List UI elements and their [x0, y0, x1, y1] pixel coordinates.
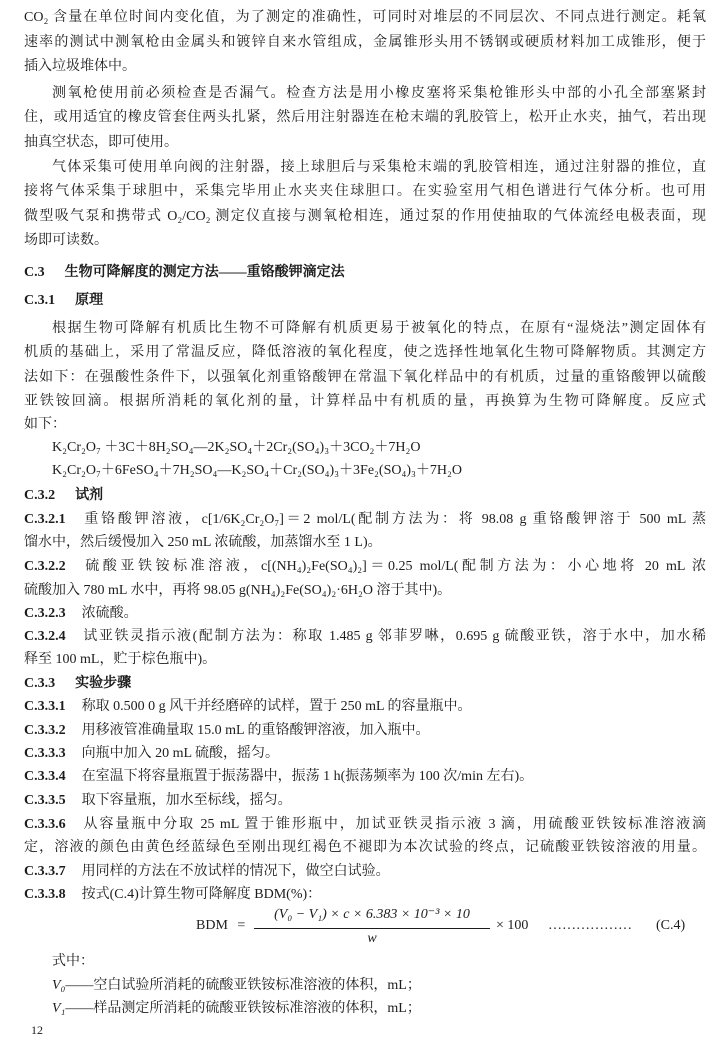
- clause-number: C.3.3.7: [24, 864, 66, 879]
- subsection-number: C.3.3: [24, 676, 56, 691]
- paragraph-line: 微型吸气泵和携带式 O₂/CO₂ 测定仪直接与测氧枪相连，通过泵的作用使抽取的气体流经电极表面，现: [24, 209, 706, 224]
- formula-denominator: w: [367, 931, 377, 946]
- paragraph-line: 机质的基础上，采用了常温反应，降低溶液的氧化程度，使之选择性地氧化生物可降解物质。其测定方: [24, 345, 706, 360]
- formula-number: (C.4): [656, 918, 686, 933]
- clause-text: 称取 0.500 0 g 风干并经磨碎的试样，置于 250 mL 的容量瓶中。: [81, 699, 472, 714]
- section-number: C.3: [24, 265, 45, 280]
- clause-text: 从容量瓶中分取 25 mL 置于锥形瓶中，加试亚铁灵指示液 3 滴，用硫酸亚铁铵标准溶液滴: [81, 817, 706, 832]
- clause-c3-3-3: [24, 744, 279, 764]
- section-heading-c3: [24, 263, 345, 283]
- clause-text: 向瓶中加入 20 mL 硫酸，摇匀。: [81, 746, 280, 761]
- clause-number: C.3.3.8: [24, 887, 66, 902]
- clause-c3-2-1: [24, 510, 706, 530]
- clause-c3-2-2: [24, 557, 706, 577]
- clause-number: C.3.3.5: [24, 793, 66, 808]
- paragraph-line: 速率的测试中测氧枪由金属头和镀锌自来水管组成，金属锥形头用不锈钢或硬质材料加工成锥形，便于: [24, 35, 706, 50]
- paragraph-line: 插入垃圾堆体中。: [24, 59, 136, 74]
- clause-c3-3-6: [24, 815, 706, 835]
- clause-text: 用移液管准确量取 15.0 mL 的重铬酸钾溶液，加入瓶中。: [81, 723, 430, 738]
- variable-definition: [52, 976, 421, 996]
- clause-number: C.3.3.4: [24, 769, 66, 784]
- subsection-heading-c3-1: [24, 291, 103, 311]
- clause-c3-3-8: [24, 885, 321, 905]
- subsection-title: 试剂: [75, 488, 104, 503]
- reaction-equation-1: K₂Cr₂O₇ ＋3C＋8H₂SO₄—2K₂SO₄＋2Cr₂(SO₄)₃＋3CO₂＋7H₂O: [52, 440, 421, 455]
- subsection-title: 原理: [75, 293, 104, 308]
- clause-c3-3-5: [24, 791, 292, 811]
- clause-c3-3-7: [24, 862, 390, 882]
- clause-number: C.3.3.6: [24, 817, 66, 832]
- paragraph-line: 抽真空状态，即可使用。: [24, 135, 178, 150]
- variable-symbol: V₁: [52, 1001, 66, 1016]
- page-number: 12: [31, 1023, 43, 1037]
- paragraph-line: 住，或用适宜的橡皮管套住两头扎紧，然后用注射器连在枪末端的乳胶管上，松开止水夹，抽气，若出现: [24, 110, 706, 125]
- clause-number: C.3.3.1: [24, 699, 66, 714]
- paragraph-line: 根据生物可降解有机质比生物不可降解有机质更易于被氧化的特点，在原有“湿烧法”测定固体有: [52, 321, 706, 336]
- clause-number: C.3.2.2: [24, 559, 66, 574]
- paragraph-line: 法如下：在强酸性条件下，以强氧化剂重铬酸钾在常温下氧化样品中的有机质，过量的重铬酸钾以硫酸: [24, 370, 706, 385]
- subsection-heading-c3-3: [24, 674, 131, 694]
- clause-text-continued: 硫酸加入 780 mL 水中，再将 98.05 g(NH₄)₂Fe(SO₄)₂·6H₂O 溶于其中)。: [24, 583, 452, 598]
- clause-c3-3-4: [24, 767, 533, 787]
- paragraph-line: 场即可读数。: [24, 233, 108, 248]
- where-label: 式中：: [52, 954, 94, 969]
- clause-number: C.3.3.3: [24, 746, 66, 761]
- clause-c3-2-3: [24, 604, 138, 624]
- clause-text-continued: 定，溶液的颜色由黄色经蓝绿色至刚出现红褐色不褪即为本次试验的终点，记硫酸亚铁铵溶液的用量。: [24, 840, 706, 855]
- formula-numerator: (V₀ − V₁) × c × 6.383 × 10⁻³ × 10: [274, 907, 470, 922]
- paragraph-line: 气体采集可使用单向阀的注射器，接上球胆后与采集枪末端的乳胶管相连，通过注射器的推位，直: [52, 160, 706, 175]
- formula-equals: =: [237, 918, 246, 933]
- clause-number: C.3.3.2: [24, 723, 66, 738]
- paragraph-line: 亚铁铵回滴。根据所消耗的氧化剂的量，计算样品中有机质的量，再换算为生物可降解度。反应式: [24, 394, 706, 409]
- variable-symbol: V₀: [52, 978, 66, 993]
- clause-number: C.3.2.3: [24, 606, 66, 621]
- formula-lhs: [196, 916, 245, 936]
- clause-text: 按式(C.4)计算生物可降解度 BDM(%)：: [81, 887, 322, 902]
- clause-text: 试亚铁灵指示液(配制方法为：称取 1.485 g 邻菲罗啉，0.695 g 硫酸亚铁，溶于水中，加水稀: [81, 629, 706, 644]
- paragraph-line: CO₂ 含量在单位时间内变化值，为了测定的准确性，可同时对堆层的不同层次、不同点进行测定。耗氧: [24, 10, 706, 25]
- clause-text: 浓硫酸。: [81, 606, 138, 621]
- paragraph-line: 测氧枪使用前必须检查是否漏气。检查方法是用小橡皮塞将采集枪锥形头中部的小孔全部塞紧封: [52, 86, 706, 101]
- clause-c3-3-1: [24, 697, 472, 717]
- paragraph-line: 如下：: [24, 417, 66, 432]
- clause-c3-2-4: [24, 627, 706, 647]
- clause-number: C.3.2.1: [24, 512, 66, 527]
- clause-text: 取下容量瓶，加水至标线，摇匀。: [81, 793, 292, 808]
- subsection-number: C.3.1: [24, 293, 56, 308]
- variable-description: ——空白试验所消耗的硫酸亚铁铵标准溶液的体积，mL；: [65, 978, 421, 993]
- variable-description: ——样品测定所消耗的硫酸亚铁铵标准溶液的体积，mL；: [65, 1001, 421, 1016]
- clause-text: 在室温下将容量瓶置于振荡器中，振荡 1 h(振荡频率为 100 次/min 左右)。: [81, 769, 534, 784]
- clause-text: 用同样的方法在不放试样的情况下，做空白试验。: [81, 864, 390, 879]
- paragraph-line: 接将气体采集于球胆中，采集完毕用止水夹夹住球胆口。在实验室用气相色谱进行气体分析。也可用: [24, 184, 706, 199]
- subsection-heading-c3-2: [24, 486, 103, 506]
- formula-variable: BDM: [196, 918, 228, 933]
- subsection-number: C.3.2: [24, 488, 56, 503]
- formula-factor: × 100: [496, 918, 529, 933]
- clause-number: C.3.2.4: [24, 629, 66, 644]
- section-title: 生物可降解度的测定方法——重铬酸钾滴定法: [64, 265, 345, 280]
- clause-text-continued: 馏水中，然后缓慢加入 250 mL 浓硫酸，加蒸馏水至 1 L)。: [24, 535, 382, 550]
- clause-text: 硫酸亚铁铵标准溶液，c[(NH₄)₂Fe(SO₄)₂]＝0.25 mol/L(配制方法为：小心地将 20 mL 浓: [81, 559, 706, 574]
- formula-leader-dots: ………………: [548, 918, 632, 933]
- clause-c3-3-2: [24, 721, 430, 741]
- clause-text-continued: 释至 100 mL，贮于棕色瓶中)。: [24, 652, 217, 667]
- subsection-title: 实验步骤: [75, 676, 132, 691]
- clause-text: 重铬酸钾溶液，c[1/6K₂Cr₂O₇]＝2 mol/L(配制方法为：将 98.08 g 重铬酸钾溶于 500 mL 蒸: [81, 512, 706, 527]
- reaction-equation-2: K₂Cr₂O₇＋6FeSO₄＋7H₂SO₄—K₂SO₄＋Cr₂(SO₄)₃＋3Fe₂(SO₄)₃＋7H₂O: [52, 463, 463, 478]
- variable-definition: [52, 999, 421, 1019]
